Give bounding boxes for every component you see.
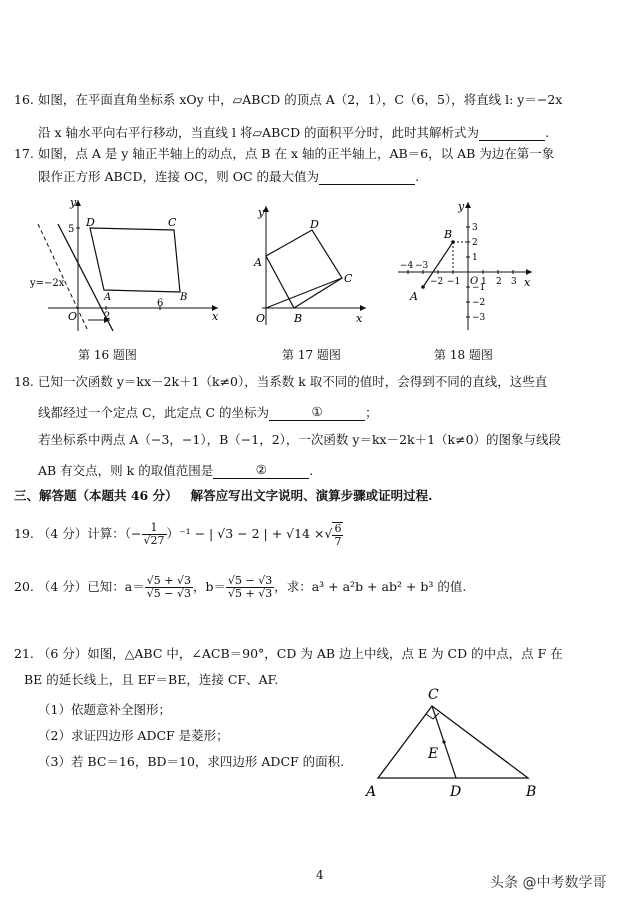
fig16-tick-5: 5 <box>68 224 75 235</box>
fig18-ytick-label: −1 <box>472 283 486 293</box>
q18-line4-text: AB 有交点，则 k 的取值范围是 <box>38 463 214 478</box>
fig16-origin-label: O <box>68 310 78 323</box>
q19: 19. （4 分）计算：（− $\frac{1}{√27}$ ）⁻¹ − | √3 − 2 | + √14 ×√ $\frac{6}{7}$ <box>14 521 342 548</box>
q16-line2-text: 沿 x 轴水平向右平行移动，当直线 l 将▱ABCD 的面积平分时，此时其解析式为 <box>38 125 480 140</box>
q17-line1: 17. 如图，点 A 是 y 轴正半轴上的动点，点 B 在 x 轴的正半轴上，AB＝6，以 AB 为边在第一象 <box>14 146 555 161</box>
q17-line2 <box>38 168 419 185</box>
q19-frac1-den: √27 <box>143 534 165 547</box>
q18-line4 <box>38 462 313 479</box>
q18-line4-end: . <box>309 463 314 478</box>
fig16-caption: 第 16 题图 <box>78 348 137 362</box>
fig16-tick-2: 2 <box>104 311 111 322</box>
fig17-B-label: B <box>294 312 303 325</box>
section3-instruction: 解答应写出文字说明、演算步骤或证明过程. <box>190 488 433 503</box>
q20-mid: ，b＝ <box>192 579 226 594</box>
q19-frac2-den: 7 <box>334 534 342 548</box>
fig18-A-label: A <box>410 290 418 303</box>
fig16-y-label: y <box>70 196 77 209</box>
fig17-C-label: C <box>344 272 353 285</box>
q19-fraction-1 <box>142 522 167 547</box>
q20-a-num: √5 + √3 <box>146 574 191 587</box>
fig18-xtick-label: 2 <box>496 277 502 287</box>
q19-frac1-num: 1 <box>142 522 167 535</box>
q20 <box>14 572 466 602</box>
fig18-y-label: y <box>458 200 465 213</box>
q18-line1: 18. 已知一次函数 y＝kx－2k＋1（k≠0），当系数 k 取不同的值时，会得到不同的直线，这些直 <box>14 374 548 389</box>
fig16-x-label: x <box>212 310 219 323</box>
fig18-xtick-label: −4 <box>400 261 414 271</box>
page-number: 4 <box>316 868 324 882</box>
q20-b-fraction <box>226 575 274 600</box>
fig21-E-label: E <box>428 746 439 762</box>
q20-suffix: ，求：a³ + a²b + ab² + b³ 的值. <box>274 579 467 594</box>
fig17-D-label: D <box>310 218 319 231</box>
fig21-A-label: A <box>366 784 377 800</box>
fig16-line-label: y=−2x <box>30 278 65 289</box>
q17-answer-blank <box>319 168 415 185</box>
q16-line2-end: . <box>545 125 550 140</box>
fig18-ytick-label: −2 <box>472 298 486 308</box>
q18-line3: 若坐标系中两点 A（−3，−1），B（−1，2），一次函数 y＝kx－2k＋1（k≠0）的图象与线段 <box>38 432 562 447</box>
fig18-xtick-label: 1 <box>481 277 487 287</box>
watermark: 头条 @中考数学哥 <box>490 875 607 891</box>
fig16-C-label: C <box>168 216 177 229</box>
fig18-origin-label: O <box>470 276 479 287</box>
fig18-caption: 第 18 题图 <box>434 348 493 362</box>
q20-a-fraction <box>145 575 193 600</box>
q20-b-num: √5 − √3 <box>227 574 273 587</box>
q20-a-den: √5 − √3 <box>146 587 191 600</box>
fig18-B-label: B <box>444 228 453 241</box>
q18-blank-1: ① <box>269 404 365 421</box>
fig17-A-label: A <box>254 256 262 269</box>
figure-21 <box>360 686 550 806</box>
fig17-x-label: x <box>356 312 363 325</box>
q18-blank-2: ② <box>213 462 309 479</box>
q16-line1: 16. 如图，在平面直角坐标系 xOy 中，▱ABCD 的顶点 A（2，1），C（6，5），将直线 l: y＝−2x <box>14 92 563 107</box>
fig18-ytick-label: 3 <box>472 223 478 233</box>
q19-expr: ）⁻¹ − | √3 − 2 | + √14 × <box>166 526 325 541</box>
fig18-x-label: x <box>524 276 531 289</box>
q21-line2: BE 的延长线上，且 EF＝BE，连接 CF、AF. <box>24 672 279 687</box>
fig17-caption: 第 17 题图 <box>282 348 341 362</box>
q21-item-2: （2）求证四边形 ADCF 是菱形； <box>38 728 229 743</box>
q16-answer-blank <box>479 124 545 141</box>
fig16-D-label: D <box>86 216 95 229</box>
q21-item-1: （1）依题意补全图形； <box>38 702 171 717</box>
fig16-tick-6: 6 <box>157 298 164 309</box>
fig18-xtick-label: −1 <box>447 277 461 287</box>
q20-prefix: 20. （4 分）已知：a＝ <box>14 579 145 594</box>
fig17-y-label: y <box>258 206 265 219</box>
q18-line2-end: ； <box>365 405 378 420</box>
q16-line2 <box>38 124 549 141</box>
fig21-C-label: C <box>428 687 439 703</box>
q19-frac2-num: 6 <box>334 521 342 535</box>
q19-prefix: 19. （4 分）计算： <box>14 526 125 541</box>
q19-open: （− <box>124 526 142 541</box>
fig16-A-label: A <box>104 292 112 303</box>
q19-fraction-2 <box>332 522 343 548</box>
fig21-B-label: B <box>526 784 537 800</box>
fig18-xtick-label: −3 <box>415 261 429 271</box>
q17-line2-end: . <box>415 169 420 184</box>
fig18-xtick-label: 3 <box>511 277 517 287</box>
fig18-ytick-label: 1 <box>472 253 478 263</box>
q21-line1: 21. （6 分）如图，△ABC 中，∠ACB＝90°，CD 为 AB 边上中线，点 E 为 CD 的中点，点 F 在 <box>14 646 563 661</box>
fig21-D-label: D <box>450 784 462 800</box>
section3-heading <box>14 488 433 504</box>
section3-title: 三、解答题（本题共 46 分） <box>14 488 178 503</box>
q21-item-3: （3）若 BC＝16，BD＝10，求四边形 ADCF 的面积. <box>38 754 345 769</box>
q20-b-den: √5 + √3 <box>227 587 273 600</box>
fig18-ytick-label: 2 <box>472 238 478 248</box>
figure-16 <box>28 196 228 336</box>
fig18-ytick-label: −3 <box>472 313 486 323</box>
fig16-B-label: B <box>180 292 188 303</box>
fig17-origin-label: O <box>256 312 266 325</box>
q17-line2-text: 限作正方形 ABCD，连接 OC，则 OC 的最大值为 <box>38 169 320 184</box>
q18-line2-text: 线都经过一个定点 C，此定点 C 的坐标为 <box>38 405 270 420</box>
figure-17 <box>246 200 376 330</box>
fig18-xtick-label: −2 <box>430 277 444 287</box>
figure-18 <box>392 198 542 338</box>
q18-line2 <box>38 404 378 421</box>
